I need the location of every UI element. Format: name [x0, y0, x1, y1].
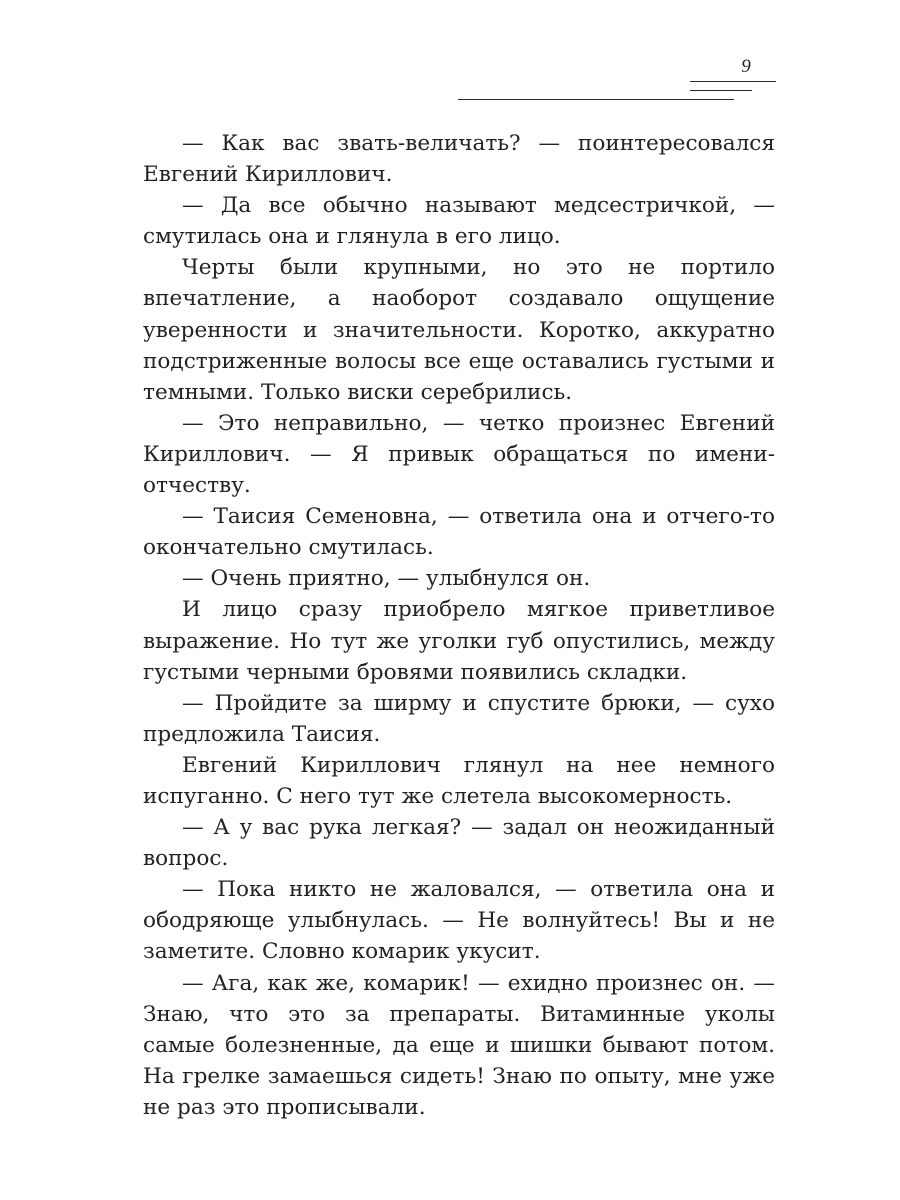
- paragraph: Евгений Кириллович глянул на нее немного испуганно. С него тут же слетела высокомерность.: [143, 752, 775, 809]
- paragraph: — Очень приятно, — улыбнулся он.: [182, 566, 591, 592]
- paragraph: — Ага, как же, комарик! — ехидно произнес он. — Знаю, что это за препараты. Витаминные уколы самые болезненные, да еще и шишки бывают потом. На грелке замаешься сидеть! Знаю по опыту, мне уже не раз это прописывали.: [143, 970, 775, 1120]
- running-header: [0, 0, 900, 110]
- paragraph: И лицо сразу приобрело мягкое приветливое выражение. Но тут же уголки губ опустились, между густыми черными бровями появились складки.: [143, 597, 775, 685]
- header-rule-middle: [690, 90, 752, 91]
- paragraph: — Как вас звать-величать? — поинтересовался Евгений Кириллович.: [143, 131, 775, 188]
- header-rule-top: [690, 81, 776, 82]
- header-rule-bottom: [458, 99, 734, 100]
- body-text: [143, 128, 775, 1123]
- paragraph: — Да все обычно называют медсестричкой, — смутилась она и глянула в его лицо.: [143, 193, 775, 250]
- paragraph: — Пока никто не жаловался, — ответила она и ободряюще улыбнулась. — Не волнуйтесь! Вы и не заметите. Словно комарик укусит.: [143, 877, 775, 965]
- paragraph: — Пройдите за ширму и спустите брюки, — сухо предложила Таисия.: [143, 690, 775, 747]
- page-number: 9: [741, 56, 751, 77]
- paragraph: Черты были крупными, но это не портило впечатление, а наоборот создавало ощущение уверенности и значительности. Коротко, аккуратно подстриженные волосы все еще оставались густыми и темными. Только виски серебрились.: [143, 255, 775, 405]
- paragraph: — Таисия Семеновна, — ответила она и отчего-то окончательно смутилась.: [143, 504, 775, 561]
- paragraph: — Это неправильно, — четко произнес Евгений Кириллович. — Я привык обращаться по имени-отчеству.: [143, 410, 775, 499]
- paragraph: — А у вас рука легкая? — задал он неожиданный вопрос.: [143, 815, 775, 872]
